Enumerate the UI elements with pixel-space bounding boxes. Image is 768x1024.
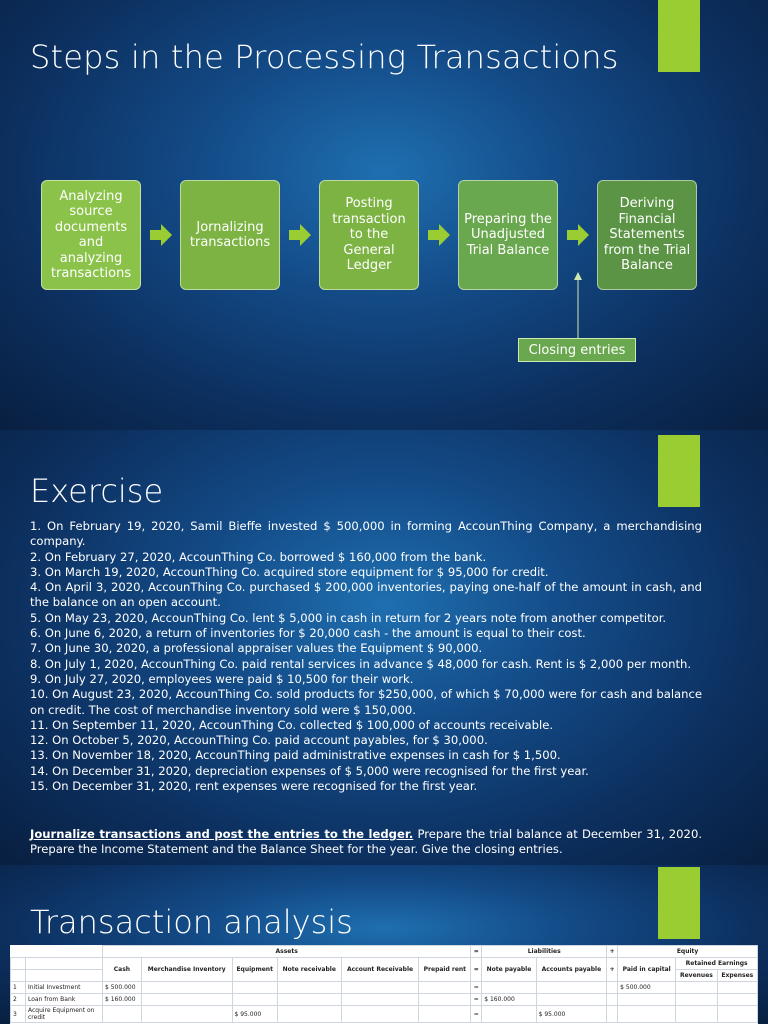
col-inventory: Merchandise Inventory — [141, 958, 232, 982]
cell-note-payable — [482, 1006, 536, 1023]
cell-cash — [103, 1006, 142, 1023]
cell-equipment — [232, 994, 277, 1006]
step-journalizing: Jornalizing transactions — [180, 180, 280, 290]
step-trial-balance: Preparing the Unadjusted Trial Balance — [458, 180, 558, 290]
exercise-item: 13. On November 18, 2020, AccounThing paid administrative expenses in cash for $ 1,500. — [30, 748, 561, 763]
table-row — [11, 1006, 758, 1023]
exercise-item: 3. On March 19, 2020, AccounThing Co. acquired store equipment for $ 95,000 for credit. — [30, 564, 549, 579]
col-revenues: Revenues — [676, 970, 717, 982]
flow-arrow-icon — [289, 224, 311, 246]
slide-steps — [0, 0, 768, 430]
cell-accounts-payable — [536, 994, 607, 1006]
closing-entries-label: Closing entries — [518, 338, 636, 362]
exercise-item: 7. On June 30, 2020, a professional appraiser values the Equipment $ 90,000. — [30, 641, 483, 656]
exercise-item: 8. On July 1, 2020, AccounThing Co. paid rental services in advance $ 48,000 for cash. Rent is $ 2,000 per month. — [30, 656, 692, 671]
exercise-item: 4. On April 3, 2020, AccounThing Co. purchased $ 200,000 inventories, paying one-half of the amount in cash, and the balance on an open account. — [30, 580, 702, 610]
exercise-item: 10. On August 23, 2020, AccounThing Co. sold products for $250,000, of which $ 70,000 were for cash and balance on credit. The cost of merchandise inventory sold were $ 150,000. — [30, 687, 702, 717]
instructions-text: Prepare the trial balance at December 31, 2020. Prepare the Income Statement and the Balance Sheet for the year. Give the closing entries. — [30, 827, 702, 857]
col-accounts-payable: Accounts payable — [536, 958, 607, 982]
col-prepaid-rent: Prepaid rent — [419, 958, 471, 982]
exercise-item: 5. On May 23, 2020, AccounThing Co. lent $ 5,000 in cash in return for 2 years note from another competitor. — [30, 610, 667, 625]
group-liabilities: Liabilities — [482, 946, 607, 958]
step-posting: Posting transaction to the General Ledger — [319, 180, 419, 290]
cell-cash: $ 160.000 — [103, 994, 142, 1006]
table-row — [11, 982, 758, 994]
row-number: 2 — [11, 994, 26, 1006]
col-plus: + — [607, 958, 618, 982]
cell-accounts-payable — [536, 982, 607, 994]
row-description: Initial Investment — [26, 982, 103, 994]
group-plus: + — [607, 946, 618, 958]
exercise-list — [30, 519, 702, 794]
exercise-item: 2. On February 27, 2020, AccounThing Co. borrowed $ 160,000 from the bank. — [30, 549, 487, 564]
transaction-table — [10, 945, 758, 1024]
exercise-item: 11. On September 11, 2020, AccounThing Co. collected $ 100,000 of accounts receivable. — [30, 717, 554, 732]
row-description: Acquire Equipment on credit — [26, 1006, 103, 1023]
cell-equals: = — [471, 1006, 482, 1023]
accent-bar — [658, 435, 700, 507]
col-cash: Cash — [103, 958, 142, 982]
cell-note-payable: $ 160.000 — [482, 994, 536, 1006]
row-number: 3 — [11, 1006, 26, 1023]
slide-title: Steps in the Processing Transactions — [30, 38, 619, 76]
cell-cash: $ 500.000 — [103, 982, 142, 994]
accent-bar — [658, 0, 700, 72]
group-equity: Equity — [618, 946, 758, 958]
cell-equals: = — [471, 994, 482, 1006]
slide-title: Transaction analysis — [30, 903, 353, 941]
up-arrow-icon — [570, 272, 586, 340]
cell-equipment — [232, 982, 277, 994]
col-paid-in-capital: Paid in capital — [618, 958, 676, 982]
flow-arrow-icon — [150, 224, 172, 246]
cell-accounts-payable: $ 95.000 — [536, 1006, 607, 1023]
col-account-receivable: Account Receivable — [341, 958, 419, 982]
col-equals: = — [471, 958, 482, 982]
cell-note-payable — [482, 982, 536, 994]
group-retained-earnings: Retained Earnings — [676, 958, 758, 970]
flow-arrow-icon — [428, 224, 450, 246]
exercise-item: 15. On December 31, 2020, rent expenses were recognised for the first year. — [30, 779, 478, 794]
instructions — [30, 827, 702, 858]
row-description: Loan from Bank — [26, 994, 103, 1006]
slide-transaction-analysis — [0, 865, 768, 1024]
step-financial-statements: Deriving Financial Statements from the Trial Balance — [597, 180, 697, 290]
exercise-item: 6. On June 6, 2020, a return of inventories for $ 20,000 cash - the amount is equal to their cost. — [30, 626, 586, 641]
cell-equals: = — [471, 982, 482, 994]
step-analyzing: Analyzing source documents and analyzing transactions — [41, 180, 141, 290]
exercise-item: 9. On July 27, 2020, employees were paid $ 10,500 for their work. — [30, 671, 414, 686]
cell-equipment: $ 95.000 — [232, 1006, 277, 1023]
exercise-item: 14. On December 31, 2020, depreciation expenses of $ 5,000 were recognised for the first year. — [30, 763, 589, 778]
exercise-item: 1. On February 19, 2020, Samil Bieffe invested $ 500,000 in forming AccounThing Company, a merchandising company. — [30, 519, 702, 549]
accent-bar — [658, 867, 700, 939]
exercise-item: 12. On October 5, 2020, AccounThing Co. paid account payables, for $ 30,000. — [30, 733, 488, 748]
slide-exercise — [0, 430, 768, 865]
group-assets: Assets — [103, 946, 471, 958]
col-equipment: Equipment — [232, 958, 277, 982]
col-note-payable: Note payable — [482, 958, 536, 982]
flow-arrow-icon — [567, 224, 589, 246]
group-equals: = — [471, 946, 482, 958]
cell-paid-in-capital: $ 500.000 — [618, 982, 676, 994]
instructions-bold: Journalize transactions and post the entries to the ledger. — [30, 827, 414, 841]
row-number: 1 — [11, 982, 26, 994]
col-expenses: Expenses — [717, 970, 757, 982]
cell-paid-in-capital — [618, 1006, 676, 1023]
cell-paid-in-capital — [618, 994, 676, 1006]
slide-title: Exercise — [30, 472, 164, 510]
table-row — [11, 994, 758, 1006]
col-note-receivable: Note receivable — [277, 958, 341, 982]
